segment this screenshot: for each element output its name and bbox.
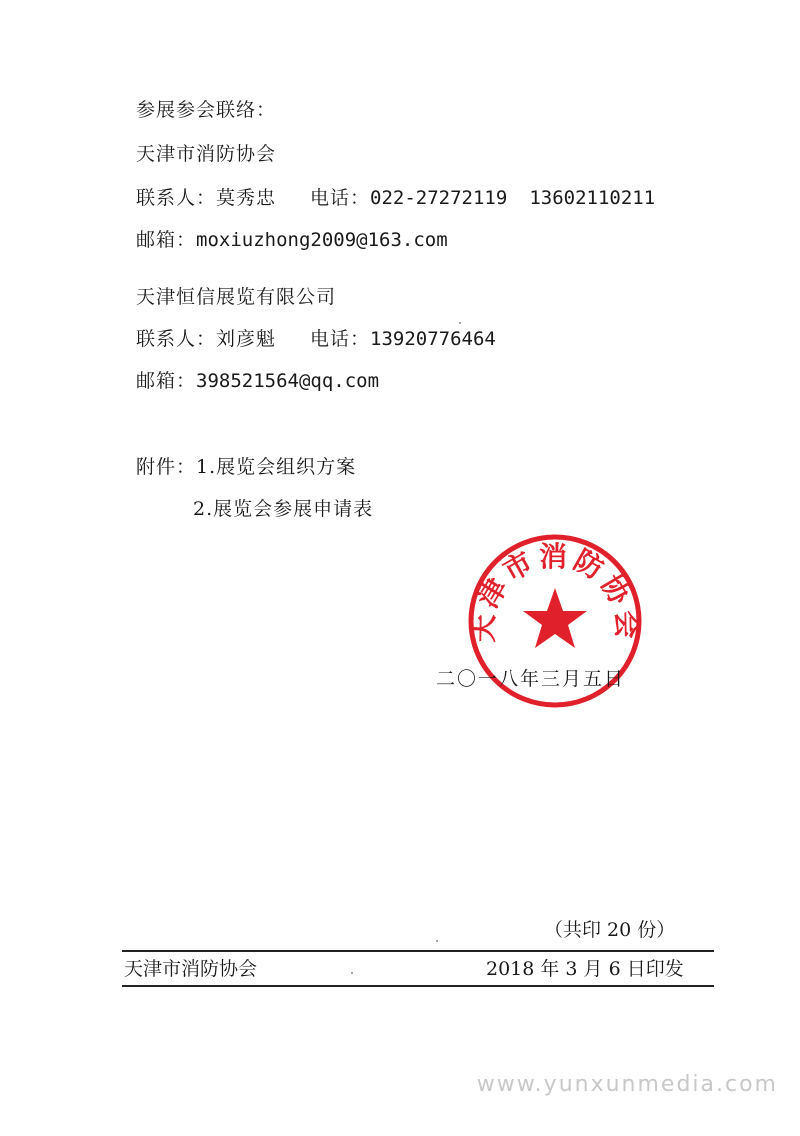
org2-contact-label: 联系人：: [136, 328, 217, 350]
org2-email: 398521564@qq.com: [196, 370, 380, 392]
org2-name: 天津恒信展览有限公司: [136, 286, 337, 308]
scan-speck: [436, 940, 438, 942]
org1-phone2: 13602110211: [529, 187, 656, 209]
org1-contact-name: 莫秀忠: [216, 187, 277, 209]
footer-bottom-rule: [122, 985, 714, 987]
footer-issue-date: 2018 年 3 月 6 日印发: [486, 958, 684, 980]
contacts-heading: 参展参会联络：: [136, 99, 277, 121]
footer-top-rule: [122, 950, 714, 952]
seal-star-icon: [523, 588, 587, 648]
org1-phone-label: 电话：: [310, 187, 371, 209]
org1-email: moxiuzhong2009@163.com: [196, 229, 448, 251]
org1-contact-label: 联系人：: [136, 187, 217, 209]
scan-speck: [351, 972, 353, 974]
attachments-line: [136, 455, 356, 479]
seal-text: 天津市消防协会: [466, 539, 644, 643]
org1-name: 天津市消防协会: [136, 143, 277, 165]
org2-contact-line: [136, 327, 496, 351]
org1-email-line: [136, 228, 448, 252]
attachments-label: 附件：: [136, 456, 197, 478]
org2-contact-name: 刘彦魁: [216, 328, 277, 350]
org2-phone-label: 电话：: [310, 328, 371, 350]
copies-count: （共印 20 份）: [544, 919, 676, 941]
watermark: www.yunxunmedia.com: [476, 1072, 778, 1097]
signature-date: 二〇一八年三月五日: [436, 668, 626, 690]
org2-email-line: [136, 369, 379, 393]
org1-phone1: 022-27272119: [370, 187, 508, 209]
attachment-item-1: 1.展览会组织方案: [196, 456, 357, 478]
scan-speck: [459, 322, 461, 324]
org2-email-label: 邮箱：: [136, 370, 197, 392]
org1-email-label: 邮箱：: [136, 229, 197, 251]
footer-org: 天津市消防协会: [124, 958, 258, 980]
attachment-item-2: 2.展览会参展申请表: [193, 498, 374, 520]
org2-phone: 13920776464: [370, 328, 496, 350]
org1-contact-line: [136, 186, 655, 210]
